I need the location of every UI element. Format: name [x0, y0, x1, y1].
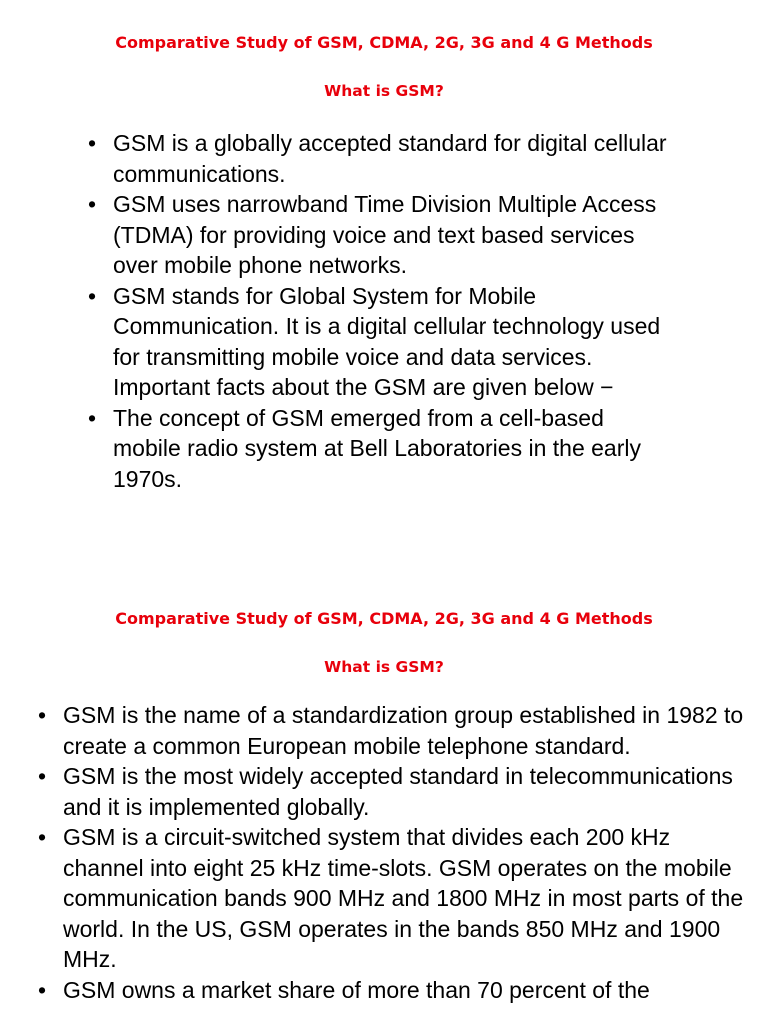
- bullet-text: GSM is a circuit-switched system that divides each 200 kHz channel into eight 25 kHz time-slots. GSM operates on the mobile communication bands 900 MHz and 1800 MHz in most parts of the world. In the US, GSM operates in the bands 850 MHz and 1900 MHz.: [63, 824, 744, 972]
- list-item: [38, 700, 746, 761]
- bullet-list: [38, 700, 746, 1005]
- bullet-text: GSM is the most widely accepted standard in telecommunications and it is implemented globally.: [63, 763, 733, 820]
- list-item: [88, 281, 678, 403]
- list-item: [38, 761, 746, 822]
- bullet-text: The concept of GSM emerged from a cell-based mobile radio system at Bell Laboratories in the early 1970s.: [113, 404, 641, 492]
- slide-subtitle: What is GSM?: [324, 658, 444, 676]
- slide-title: Comparative Study of GSM, CDMA, 2G, 3G and 4 G Methods: [115, 609, 653, 628]
- bullet-icon: •: [88, 191, 97, 217]
- bullet-text: GSM stands for Global System for Mobile Communication. It is a digital cellular technology used for transmitting mobile voice and data services. Important facts about the GSM are given below −: [113, 282, 661, 400]
- bullet-text: GSM owns a market share of more than 70 percent of the: [63, 976, 650, 1003]
- bullet-icon: •: [88, 282, 97, 309]
- slide-title: Comparative Study of GSM, CDMA, 2G, 3G and 4 G Methods: [115, 33, 653, 52]
- bullet-icon: •: [88, 404, 97, 431]
- bullet-icon: •: [38, 824, 47, 850]
- list-item: [38, 822, 746, 975]
- bullet-text: GSM is the name of a standardization group established in 1982 to create a common European mobile telephone standard.: [63, 702, 744, 759]
- bullet-icon: •: [88, 130, 97, 156]
- list-item: [88, 189, 678, 281]
- list-item: [88, 128, 678, 189]
- bullet-icon: •: [38, 976, 47, 1003]
- bullet-list: [88, 128, 678, 494]
- list-item: [88, 403, 678, 495]
- bullet-icon: •: [38, 763, 47, 789]
- bullet-icon: •: [38, 702, 47, 728]
- slide-subtitle: What is GSM?: [324, 82, 444, 100]
- bullet-text: GSM is a globally accepted standard for digital cellular communications.: [113, 130, 667, 187]
- slide-2: [0, 576, 768, 1024]
- list-item: [38, 975, 746, 1006]
- bullet-text: GSM uses narrowband Time Division Multiple Access (TDMA) for providing voice and text based services over mobile phone networks.: [113, 191, 657, 278]
